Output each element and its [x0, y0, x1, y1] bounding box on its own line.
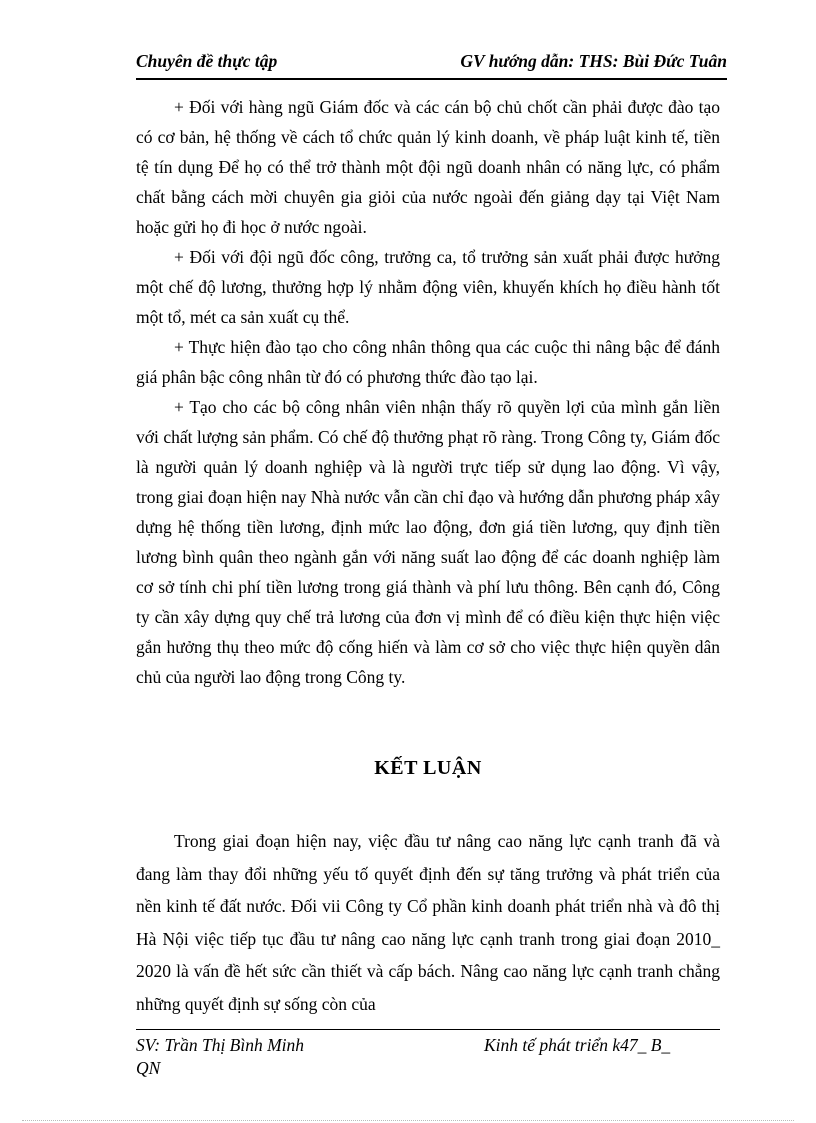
- paragraph-directors: + Đối với hàng ngũ Giám đốc và các cán bộ chủ chốt cần phải được đào tạo có cơ bản, hệ thống về cách tổ chức quản lý kinh doanh, về pháp luật kinh tế, tiền tệ tín dụng Để họ có thể trở thành một đội ngũ doanh nhân có năng lực, có phẩm chất bằng cách mời chuyên gia giỏi của nước ngoài đến giảng dạy tại Việt Nam hoặc gửi họ đi học ở nước ngoài.: [136, 97, 720, 237]
- page-bottom-edge: [22, 1120, 794, 1121]
- footer-student-name: SV: Trần Thị Bình Minh: [136, 1035, 305, 1055]
- footer-class-name: Kinh tế phát triển k47_ B_: [484, 1035, 671, 1055]
- paragraph-foremen: + Đối với đội ngũ đốc công, trưởng ca, tổ trưởng sản xuất phải được hưởng một chế độ lương, thưởng hợp lý nhằm động viên, khuyến khích họ điều hành tốt một tổ, mét ca sản xuất cụ thể.: [136, 247, 720, 327]
- footer-class-suffix: QN: [136, 1058, 161, 1078]
- paragraph-worker-training: + Thực hiện đào tạo cho công nhân thông qua các cuộc thi nâng bậc để đánh giá phân bậc công nhân từ đó có phương thức đào tạo lại.: [136, 337, 720, 387]
- body-section: [136, 92, 720, 692]
- header-supervisor: GV hướng dẫn: THS: Bùi Đức Tuân: [460, 51, 727, 71]
- page-header: [136, 48, 727, 80]
- conclusion-section: [136, 825, 720, 1020]
- paragraph-employee-benefits: + Tạo cho các bộ công nhân viên nhận thấy rõ quyền lợi của mình gắn liền với chất lượng sản phẩm. Có chế độ thưởng phạt rõ ràng. Trong Công ty, Giám đốc là người quản lý doanh nghiệp và là người trực tiếp sử dụng lao động. Vì vậy, trong giai đoạn hiện nay Nhà nước vẫn cần chỉ đạo và hướng dẫn phương pháp xây dựng hệ thống tiền lương, định mức lao động, đơn giá tiền lương, quy định tiền lương bình quân theo ngành gắn với năng suất lao động để các doanh nghiệp làm cơ sở tính chi phí tiền lương trong giá thành và phí lưu thông. Bên cạnh đó, Công ty cần xây dựng quy chế trả lương của đơn vị mình để có điều kiện thực hiện việc gắn hưởng thụ theo mức độ cống hiến và làm cơ sở cho việc thực hiện quyền dân chủ của người lao động trong Công ty.: [136, 397, 720, 687]
- page-footer: [136, 1029, 720, 1078]
- conclusion-heading: KẾT LUẬN: [374, 757, 482, 779]
- header-report-title: Chuyên đề thực tập: [136, 51, 278, 71]
- conclusion-paragraph: Trong giai đoạn hiện nay, việc đầu tư nâng cao năng lực cạnh tranh đã và đang làm thay đổi những yếu tố quyết định đến sự tăng trưởng và phát triển của nền kinh tế đất nước. Đối vii Công ty Cổ phần kinh doanh phát triển nhà và đô thị Hà Nội việc tiếp tục đầu tư nâng cao năng lực cạnh tranh trong giai đoạn 2010_ 2020 là vấn đề hết sức cần thiết và cấp bách. Nâng cao năng lực cạnh tranh chẳng những quyết định sự sống còn của: [136, 831, 720, 1014]
